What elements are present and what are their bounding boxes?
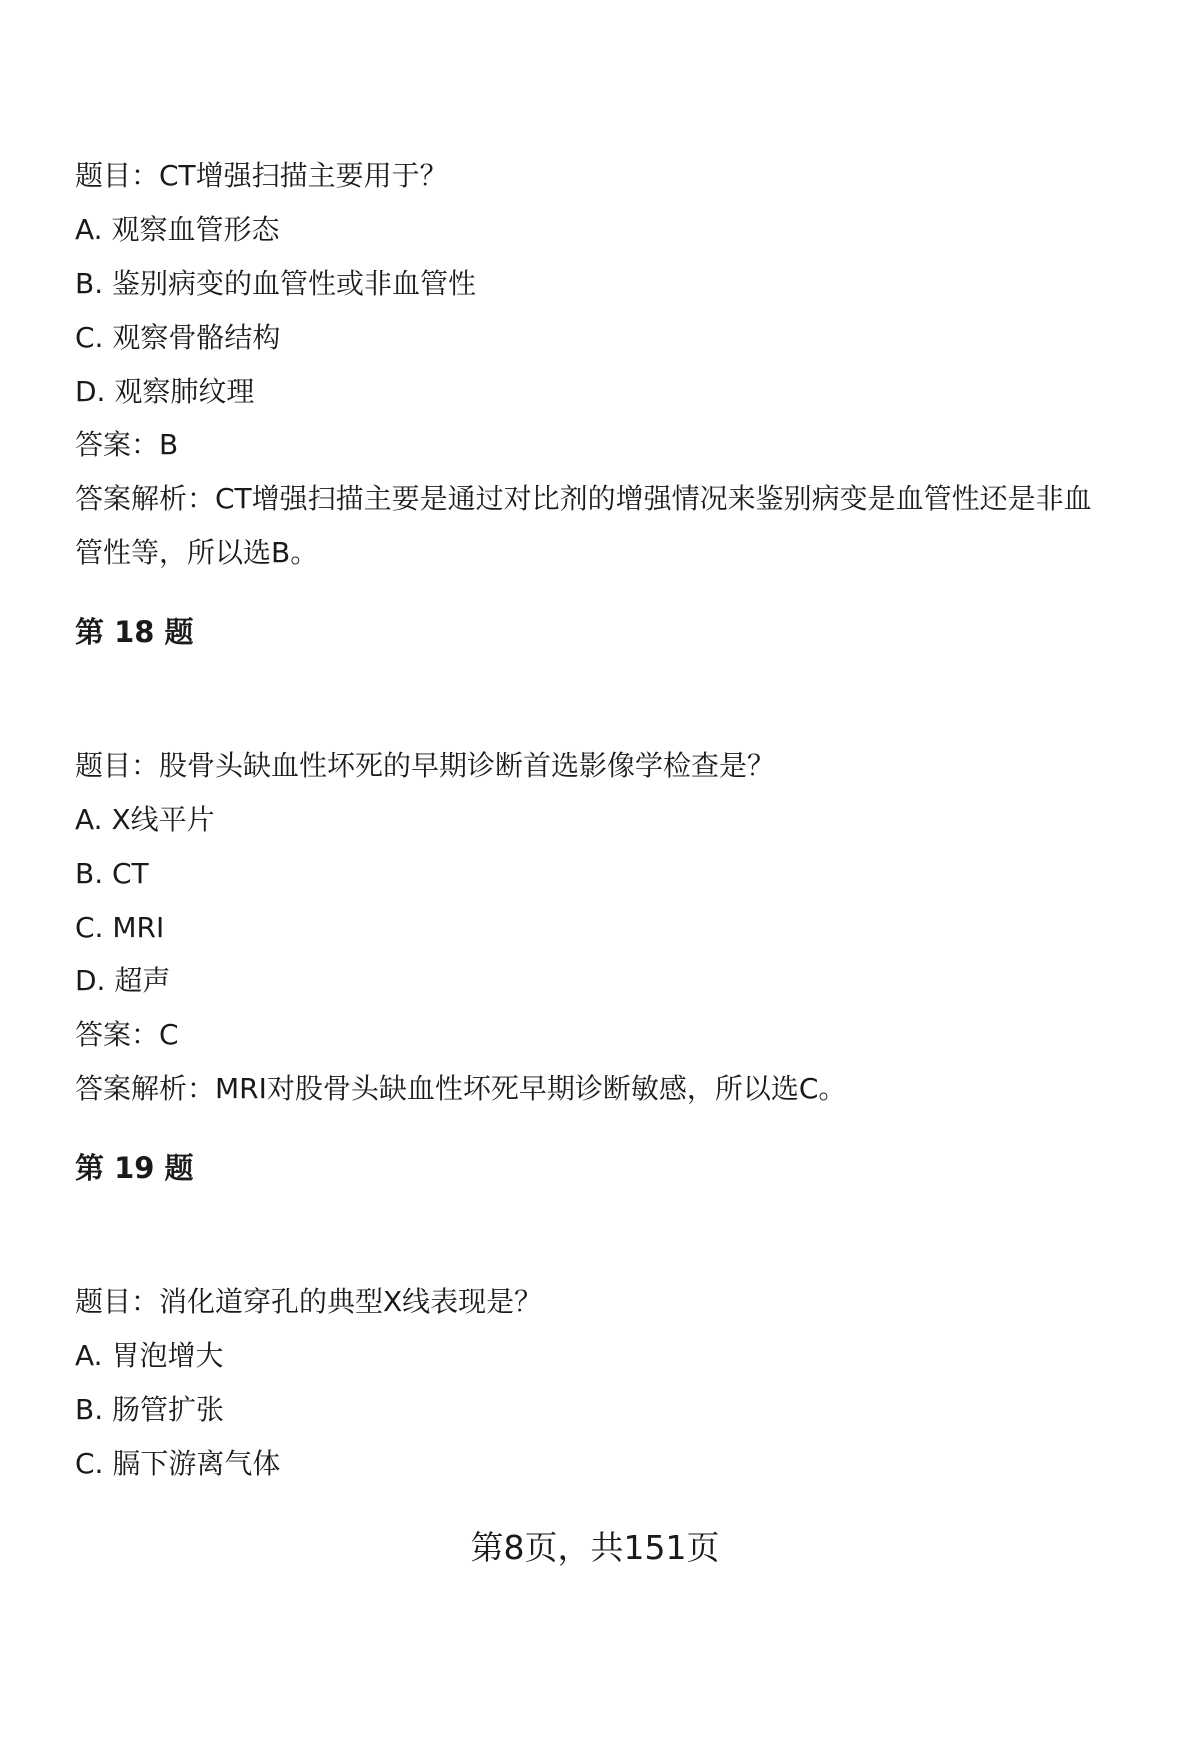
q18-answer: 答案：C	[75, 1018, 179, 1051]
q18-option-b: B. CT	[75, 857, 149, 890]
q18-option-a: A. X线平片	[75, 803, 215, 836]
q17-option-c: C. 观察骨骼结构	[75, 321, 281, 354]
q18-option-d: D. 超声	[75, 964, 171, 997]
q19-option-a: A. 胃泡增大	[75, 1339, 224, 1372]
q18-question: 题目：股骨头缺血性坏死的早期诊断首选影像学检查是？	[75, 749, 776, 782]
q17-analysis-line1: 答案解析：CT增强扫描主要是通过对比剂的增强情况来鉴别病变是血管性还是非血	[75, 482, 1092, 515]
q18-option-c: C. MRI	[75, 911, 165, 944]
q19-heading: 第 19 题	[75, 1151, 194, 1185]
q17-option-d: D. 观察肺纹理	[75, 375, 255, 408]
q17-option-a: A. 观察血管形态	[75, 213, 280, 246]
q18-analysis-line1: 答案解析：MRI对股骨头缺血性坏死早期诊断敏感，所以选C。	[75, 1072, 847, 1105]
q19-option-b: B. 肠管扩张	[75, 1393, 225, 1426]
page-number-footer: 第8页，共151页	[470, 1528, 720, 1567]
q18-heading: 第 18 题	[75, 615, 194, 649]
q19-option-c: C. 膈下游离气体	[75, 1447, 281, 1480]
q17-question: 题目：CT增强扫描主要用于？	[75, 159, 448, 192]
q19-question: 题目：消化道穿孔的典型X线表现是？	[75, 1285, 543, 1318]
q17-option-b: B. 鉴别病变的血管性或非血管性	[75, 267, 477, 300]
q17-answer: 答案：B	[75, 428, 179, 461]
q17-analysis-line2: 管性等，所以选B。	[75, 536, 319, 569]
